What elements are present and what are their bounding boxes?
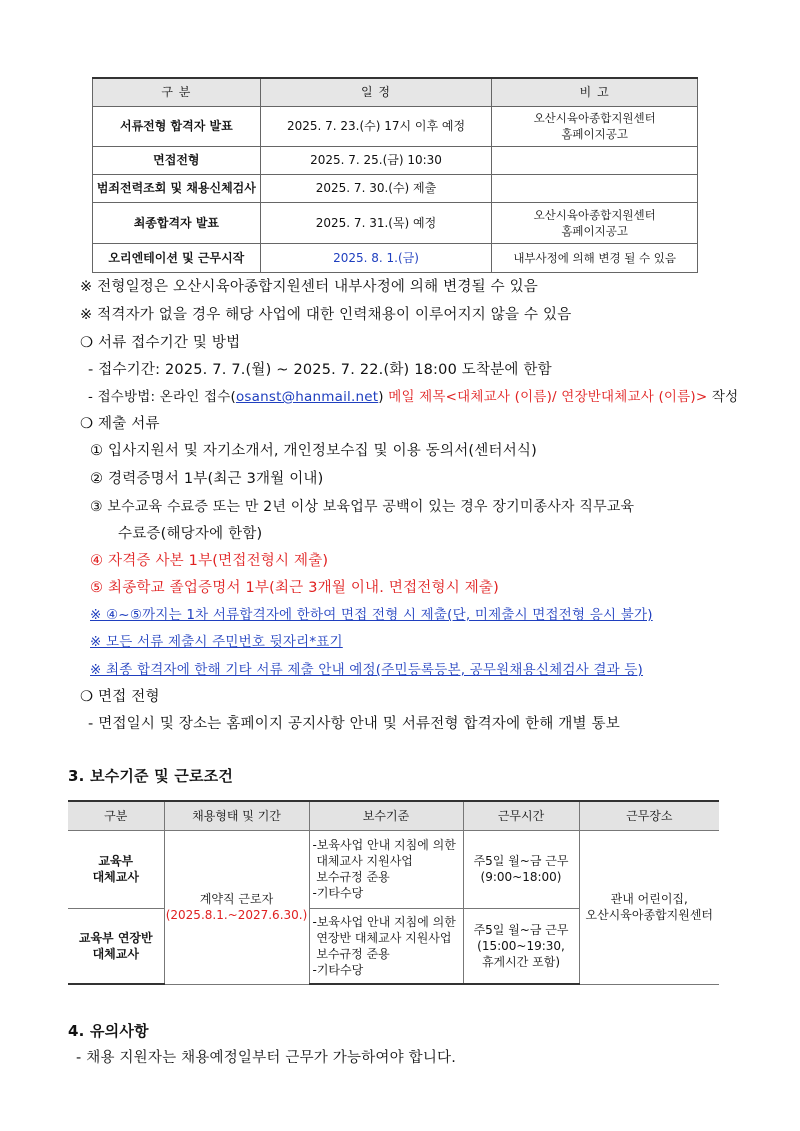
row-date: 2025. 8. 1.(금) (260, 243, 492, 272)
row-label: 서류전형 합격자 발표 (93, 106, 261, 146)
document-remark: ※ ④~⑤까지는 1차 서류합격자에 한하여 면접 전형 시 제출(단, 미제출시 면접전형 응시 불가) (90, 607, 653, 623)
row-note (492, 146, 698, 174)
mail-subject-note: 메일 제목<대체교사 (이름)/ 연장반대체교사 (이름)> (383, 389, 708, 405)
row-label: 최종합격자 발표 (93, 202, 261, 243)
table-row (93, 106, 698, 146)
table-row (93, 146, 698, 174)
table-row (93, 174, 698, 202)
row-note: 내부사정에 의해 변경 될 수 있음 (492, 243, 698, 272)
header-pay: 보수기준 (309, 801, 463, 830)
method-prefix: - 접수방법: 온라인 접수( (88, 389, 236, 405)
header-schedule: 일 정 (260, 78, 492, 106)
row-hours: 주5일 월~금 근무 (15:00~19:30, 휴게시간 포함) (463, 908, 579, 984)
section-4-title: 4. 유의사항 (68, 1022, 149, 1040)
row-date: 2025. 7. 30.(수) 제출 (260, 174, 492, 202)
header-remarks: 비 고 (492, 78, 698, 106)
row-note: 오산시육아종합지원센터 홈페이지공고 (492, 202, 698, 243)
application-method (88, 387, 738, 407)
section-3-title: 3. 보수기준 및 근로조건 (68, 767, 234, 785)
table-row (93, 202, 698, 243)
documents-heading: ❍ 제출 서류 (80, 416, 160, 432)
row-pay: -보육사업 안내 지침에 의한 대체교사 지원사업 보수규정 준용 -기타수당 (309, 830, 463, 908)
document-item: ④ 자격증 사본 1부(면접전형시 제출) (90, 553, 329, 569)
email-link[interactable]: osanst@hanmail.net (235, 389, 379, 405)
header-hours: 근무시간 (463, 801, 579, 830)
row-note: 오산시육아종합지원센터 홈페이지공고 (492, 106, 698, 146)
interview-heading: ❍ 면접 전형 (80, 689, 160, 705)
pay-table (68, 800, 719, 985)
document-item: ① 입사지원서 및 자기소개서, 개인정보수집 및 이용 동의서(센터서식) (90, 443, 537, 459)
document-item: ② 경력증명서 1부(최근 3개월 이내) (90, 471, 324, 487)
row-label: 오리엔테이션 및 근무시작 (93, 243, 261, 272)
section-4-detail: - 채용 지원자는 채용예정일부터 근무가 가능하여야 합니다. (76, 1050, 457, 1066)
schedule-header-row (93, 78, 698, 106)
row-label: 범죄전력조회 및 채용신체검사 (93, 174, 261, 202)
row-note (492, 174, 698, 202)
document-item: ⑤ 최종학교 졸업증명서 1부(최근 3개월 이내. 면접전형시 제출) (90, 580, 499, 596)
application-period: - 접수기간: 2025. 7. 7.(월) ~ 2025. 7. 22.(화) 18:00 도착분에 한함 (88, 362, 552, 378)
schedule-table (92, 77, 698, 273)
row-date: 2025. 7. 31.(목) 예정 (260, 202, 492, 243)
row-pay: -보육사업 안내 지침에 의한 연장반 대체교사 지원사업 보수규정 준용 -기타수당 (309, 908, 463, 984)
no-hire-note: ※ 적격자가 없을 경우 해당 사업에 대한 인력채용이 이루어지지 않을 수 있음 (80, 307, 572, 323)
method-suffix: 작성 (707, 389, 739, 405)
document-remark: ※ 모든 서류 제출시 주민번호 뒷자리*표기 (90, 634, 343, 650)
header-type: 구분 (68, 801, 164, 830)
employment-period: (2025.8.1.~2027.6.30.) (165, 908, 308, 922)
document-remark: ※ 최종 합격자에 한해 기타 서류 제출 안내 예정(주민등록등본, 공무원채용신체검사 결과 등) (90, 662, 644, 678)
method-paren: ) (378, 389, 384, 405)
employment-cell: 계약직 근로자 (2025.8.1.~2027.6.30.) (164, 830, 309, 984)
header-category: 구 분 (93, 78, 261, 106)
row-type: 교육부 연장반 대체교사 (68, 908, 164, 984)
pay-header-row (68, 801, 719, 830)
document-item: ③ 보수교육 수료증 또는 만 2년 이상 보육업무 공백이 있는 경우 장기미종사자 직무교육 (90, 499, 635, 515)
row-date: 2025. 7. 23.(수) 17시 이후 예정 (260, 106, 492, 146)
row-label: 면접전형 (93, 146, 261, 174)
document-item-cont: 수료증(해당자에 한함) (118, 526, 263, 542)
table-row (68, 830, 719, 908)
row-type: 교육부 대체교사 (68, 830, 164, 908)
table-row (93, 243, 698, 272)
header-employment: 채용형태 및 기간 (164, 801, 309, 830)
header-place: 근무장소 (579, 801, 719, 830)
row-date: 2025. 7. 25.(금) 10:30 (260, 146, 492, 174)
place-cell: 관내 어린이집, 오산시육아종합지원센터 (579, 830, 719, 984)
application-heading: ❍ 서류 접수기간 및 방법 (80, 335, 241, 351)
row-hours: 주5일 월~금 근무 (9:00~18:00) (463, 830, 579, 908)
schedule-change-note: ※ 전형일정은 오산시육아종합지원센터 내부사정에 의해 변경될 수 있음 (80, 279, 539, 295)
interview-detail: - 면접일시 및 장소는 홈페이지 공지사항 안내 및 서류전형 합격자에 한해 개별 통보 (88, 716, 620, 732)
